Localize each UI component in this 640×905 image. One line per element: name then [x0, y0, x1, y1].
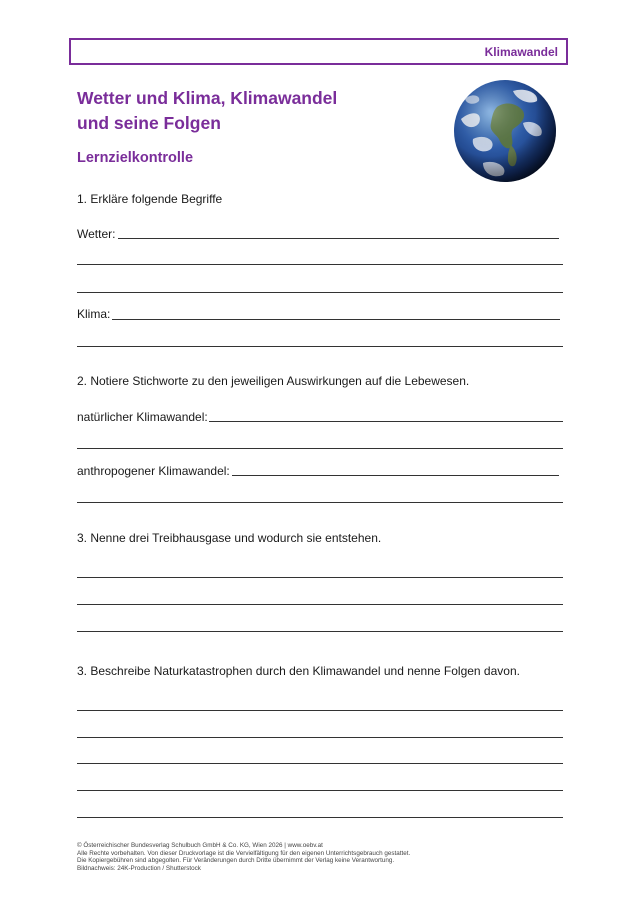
- answer-line[interactable]: [77, 292, 563, 293]
- label-anthropogen: anthropogener Klimawandel:: [77, 464, 230, 478]
- answer-line-natuerlich[interactable]: [209, 421, 563, 422]
- header-label: Klimawandel: [484, 45, 558, 59]
- label-wetter: Wetter:: [77, 227, 116, 241]
- header-box: [69, 38, 568, 65]
- answer-line-wetter[interactable]: [118, 238, 559, 239]
- footer: [77, 842, 567, 872]
- answer-line[interactable]: [77, 502, 563, 503]
- footer-copyright: © Österreichischer Bundesverlag Schulbuch GmbH & Co. KG, Wien 2026 | www.oebv.at: [77, 842, 323, 849]
- footer-rights: Alle Rechte vorbehalten. Von dieser Druckvorlage ist die Vervielfältigung für den eigenen Unterrichtsgebrauch gestattet.: [77, 849, 411, 857]
- page-title: [77, 86, 337, 136]
- answer-line[interactable]: [77, 448, 563, 449]
- answer-line[interactable]: [77, 604, 563, 605]
- task-2: 2. Notiere Stichworte zu den jeweiligen Auswirkungen auf die Lebewesen.: [77, 374, 470, 388]
- label-klima: Klima:: [77, 307, 111, 321]
- answer-line[interactable]: [77, 346, 563, 347]
- task-1: 1. Erkläre folgende Begriffe: [77, 192, 223, 206]
- answer-line[interactable]: [77, 790, 563, 791]
- answer-line[interactable]: [77, 763, 563, 764]
- answer-line[interactable]: [77, 737, 563, 738]
- answer-line-klima[interactable]: [112, 319, 560, 320]
- answer-line[interactable]: [77, 577, 563, 578]
- answer-line[interactable]: [77, 710, 563, 711]
- earth-globe-icon: [453, 79, 557, 183]
- footer-image-credit: Bildnachweis: 24K-Production / Shutterstock: [77, 864, 201, 872]
- answer-line[interactable]: [77, 264, 563, 265]
- task-4: 3. Beschreibe Naturkatastrophen durch den Klimawandel und nenne Folgen davon.: [77, 664, 520, 678]
- page-title-line2: und seine Folgen: [77, 113, 221, 133]
- answer-line[interactable]: [77, 631, 563, 632]
- task-3: 3. Nenne drei Treibhausgase und wodurch sie entstehen.: [77, 531, 382, 545]
- page-subtitle: Lernzielkontrolle: [77, 150, 194, 166]
- footer-fees: Die Kopiergebühren sind abgegolten. Für Veränderungen durch Dritte übernimmt der Verlag keine Verantwortung.: [77, 857, 395, 865]
- answer-line-anthropogen[interactable]: [232, 475, 559, 476]
- answer-line[interactable]: [77, 817, 563, 818]
- page-title-line1: Wetter und Klima, Klimawandel: [77, 88, 338, 108]
- label-natuerlich: natürlicher Klimawandel:: [77, 410, 208, 424]
